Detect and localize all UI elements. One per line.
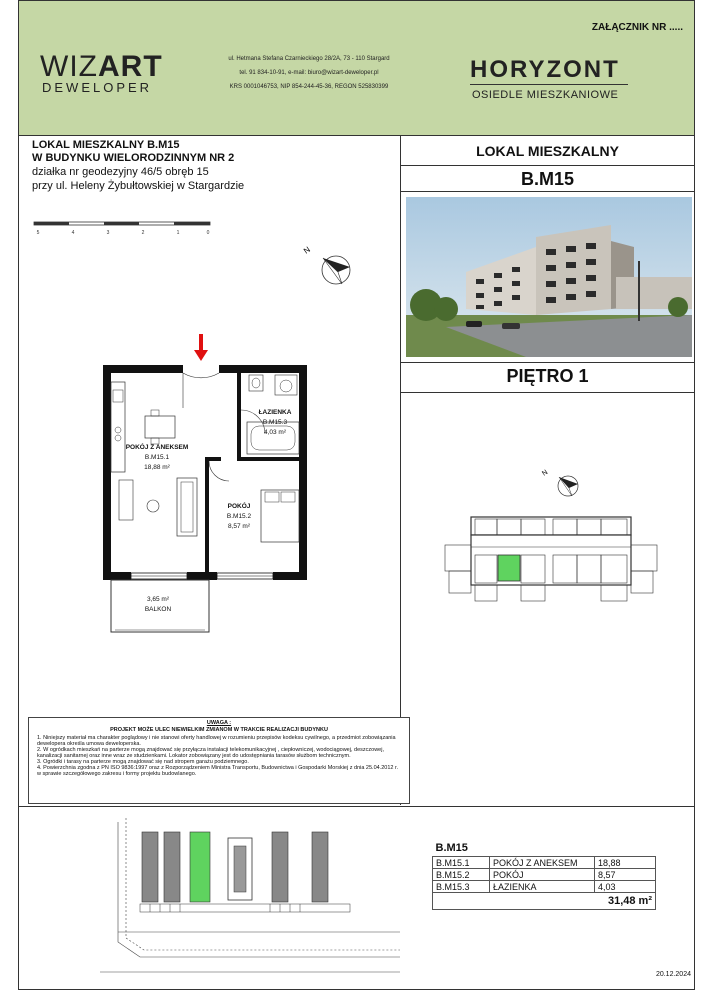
note-item: 2. W ogródkach mieszkań na parterze mogą znajdować się przyłącza instalacji telekomunikacyjnej , ciepłowniczej, wodociągowej, deszczowej, kanalizacji sanitarnej oraz inne wraz ze studzienkami. Lokator zobowiązany jest do udostępniania tarasów służbom technicznym. (37, 747, 384, 759)
note-item: 1. Niniejszy materiał ma charakter poglądowy i nie stanowi oferty handlowej w rozumieniu przepisów kodeksu cywilnego, a przedmiot zobowiązania dewelopera określa umowa deweloperska. (37, 735, 396, 747)
floor-plan (95, 330, 320, 640)
compass-north-letter: N (541, 469, 550, 478)
building-render-image (406, 197, 692, 357)
area-row-value: 18,88 (595, 857, 656, 869)
balcony-area-label: 3,65 m² (146, 596, 170, 603)
area-row-name: POKÓJ Z ANEKSEM (490, 857, 595, 869)
wizart-logo-subtitle: DEWELOPER (42, 80, 153, 95)
living-room-area-label: 18,88 m² (144, 464, 170, 471)
right-panel-divider (400, 191, 695, 192)
unit-info-line2: W BUDYNKU WIELORODZINNYM NR 2 (32, 152, 235, 164)
scale-tick-label: 5 (36, 230, 40, 236)
compass-icon (298, 240, 358, 290)
compass-icon (538, 462, 588, 500)
scale-tick-label: 0 (206, 230, 210, 236)
scale-tick-label: 2 (141, 230, 145, 236)
vertical-divider (400, 135, 401, 805)
right-panel-divider (400, 362, 695, 363)
project-title: HORYZONT (470, 56, 620, 83)
notes-heading: PROJEKT MOŻE ULEC NIEWIELKIM ZMIANOM W TRAKCIE REALIZACJI BUDYNKU (110, 727, 328, 733)
area-row-value: 4,03 (595, 881, 656, 893)
compass-north-letter: N (301, 244, 312, 256)
area-row-value: 8,57 (595, 869, 656, 881)
unit-code-heading: B.M15 (520, 169, 574, 189)
unit-info-line4: przy ul. Heleny Żybułtowskiej w Stargardzie (32, 180, 245, 192)
document-date: 20.12.2024 (655, 971, 691, 978)
bathroom-name-label: ŁAZIENKA (258, 409, 292, 416)
right-panel-divider (400, 392, 695, 393)
scale-tick-label: 3 (106, 230, 110, 236)
scale-tick-label: 1 (176, 230, 180, 236)
horizontal-divider (18, 806, 695, 807)
floor-key-plan (435, 505, 665, 605)
note-item: 3. Ogródki i tarasy na parterze mogą znajdować się nad stropem garażu podziemnego. (37, 759, 249, 765)
balcony-name-label: BALKON (144, 606, 172, 613)
site-plan (100, 812, 400, 982)
area-row-name: POKÓJ (490, 869, 595, 881)
contact-phone-email: tel. 91 834-10-91, e-mail: biuro@wizart-deweloper.pl (239, 70, 379, 76)
entrance-arrow-icon (194, 334, 208, 361)
notes-title: UWAGA : (206, 720, 232, 726)
table-row (433, 881, 656, 893)
area-row-name: ŁAZIENKA (490, 881, 595, 893)
scale-tick-label: 4 (71, 230, 75, 236)
bathroom-code-label: B.M15.3 (262, 419, 288, 426)
notes-box (28, 717, 410, 804)
unit-info-line1: LOKAL MIESZKALNY B.M15 (32, 139, 180, 151)
living-room-name-label: POKÓJ Z ANEKSEM (125, 444, 189, 451)
unit-type-heading: LOKAL MIESZKALNY (476, 143, 619, 159)
highlighted-unit (498, 555, 520, 581)
note-item: 4. Powierzchnia zgodna z PN ISO 9836:1997 oraz z Rozporządzeniem Ministra Transportu, Budownictwa i Gospodarki Morskiej z dnia 25.04.2012 r. w sprawie szczegółowego zakresu i formy projektu budowlanego. (37, 765, 399, 777)
area-row-code: B.M15.2 (433, 869, 490, 881)
bedroom-code-label: B.M15.2 (226, 513, 252, 520)
area-total: 31,48 m² (433, 893, 656, 910)
project-subtitle: OSIEDLE MIESZKANIOWE (472, 89, 619, 101)
living-room-code-label: B.M15.1 (144, 454, 170, 461)
contact-address: ul. Hetmana Stefana Czarnieckiego 28/2A, 73 - 110 Stargard (228, 56, 390, 62)
project-title-rule (470, 84, 628, 85)
right-panel-divider (400, 165, 695, 166)
contact-registry: KRS 0001046753, NIP 854-244-45-36, REGON 525830399 (229, 84, 389, 90)
wizart-logo: WIZART (40, 50, 163, 83)
table-row (433, 869, 656, 881)
bedroom-area-label: 8,57 m² (227, 523, 251, 530)
floor-heading: PIĘTRO 1 (506, 366, 589, 386)
area-row-code: B.M15.3 (433, 881, 490, 893)
area-row-code: B.M15.1 (433, 857, 490, 869)
bathroom-area-label: 4,03 m² (263, 429, 287, 436)
bedroom-name-label: POKÓJ (227, 503, 251, 510)
scale-bar (30, 218, 215, 240)
annex-label: ZAŁĄCZNIK NR ..... (591, 22, 683, 33)
table-row (433, 857, 656, 869)
area-table-title: B.M15 (433, 840, 656, 857)
area-table (432, 840, 656, 910)
unit-info-line3: działka nr geodezyjny 46/5 obręb 15 (32, 166, 209, 178)
